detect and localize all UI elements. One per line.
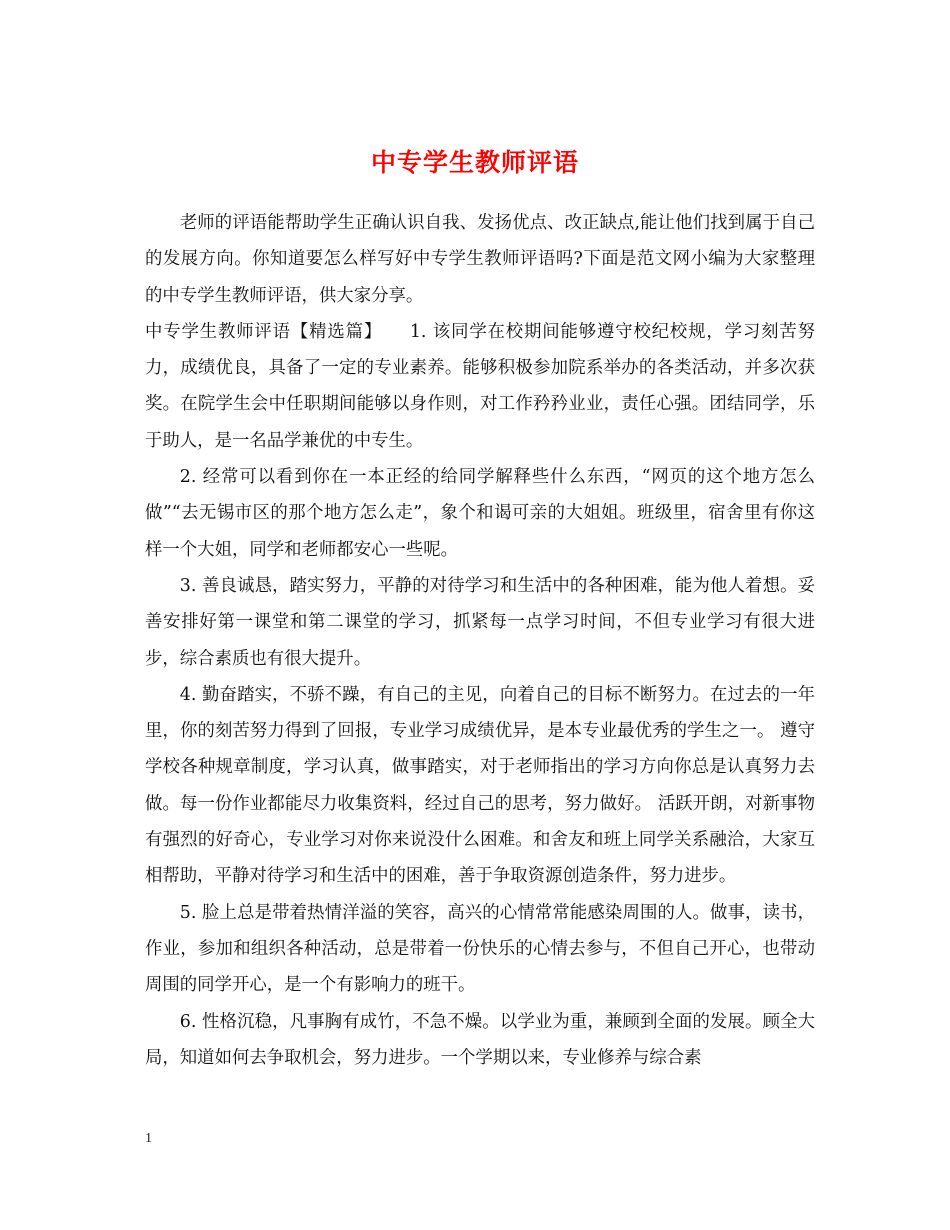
intro-paragraph: 老师的评语能帮助学生正确认识自我、发扬优点、改正缺点,能让他们找到属于自己的发展方向。你知道要怎么样写好中专学生教师评语吗?下面是范文网小编为大家整理的中专学生教师评语，供大家分享。: [145, 213, 815, 306]
document-body: [145, 205, 815, 1076]
document-title: 中专学生教师评语: [370, 147, 579, 177]
comment-paragraph-3: 3. 善良诚恳，踏实努力，平静的对待学习和生活中的各种困难，能为他人着想。妥善安排好第一课堂和第二课堂的学习，抓紧每一点学习时间，不但专业学习有很大进步，综合素质也有很大提升。: [145, 575, 815, 669]
comment-paragraph-1: 中专学生教师评语【精选篇】 1. 该同学在校期间能够遵守校纪校规，学习刻苦努力，成绩优良，具备了一定的专业素养。能够积极参加院系举办的各类活动，并多次获奖。在院学生会中任职期间能够以身作则，对工作矜矜业业，责任心强。团结同学，乐于助人，是一名品学兼优的中专生。: [145, 321, 815, 451]
page-number: 1: [145, 1131, 152, 1146]
comment-paragraph-5: 5. 脸上总是带着热情洋溢的笑容，高兴的心情常常能感染周围的人。做事，读书，作业，参加和组织各种活动，总是带着一份快乐的心情去参与，不但自己开心，也带动周围的同学开心，是一个有影响力的班干。: [145, 902, 815, 996]
comment-paragraph-6: 6. 性格沉稳，凡事胸有成竹，不急不燥。以学业为重，兼顾到全面的发展。顾全大局，知道如何去争取机会，努力进步。一个学期以来，专业修养与综合素: [145, 1011, 815, 1068]
comment-paragraph-2: 2. 经常可以看到你在一本正经的给同学解释些什么东西，“网页的这个地方怎么做”“去无锡市区的那个地方怎么走”，象个和谒可亲的大姐姐。班级里，宿舍里有你这样一个大姐，同学和老师都安心一些呢。: [145, 467, 815, 560]
comment-paragraph-4: 4. 勤奋踏实，不骄不躁，有自己的主见，向着自己的目标不断努力。在过去的一年里，你的刻苦努力得到了回报，专业学习成绩优异，是本专业最优秀的学生之一。 遵守学校各种规章制度，学习认真，做事踏实，对于老师指出的学习方向你总是认真努力去做。每一份作业都能尽力收集资料，经过自己的思考，努力做好。 活跃开朗，对新事物有强烈的好奇心，专业学习对你来说没什么困难。和舍友和班上同学关系融洽，大家互相帮助，平静对待学习和生活中的困难，善于争取资源创造条件，努力进步。: [145, 684, 815, 887]
